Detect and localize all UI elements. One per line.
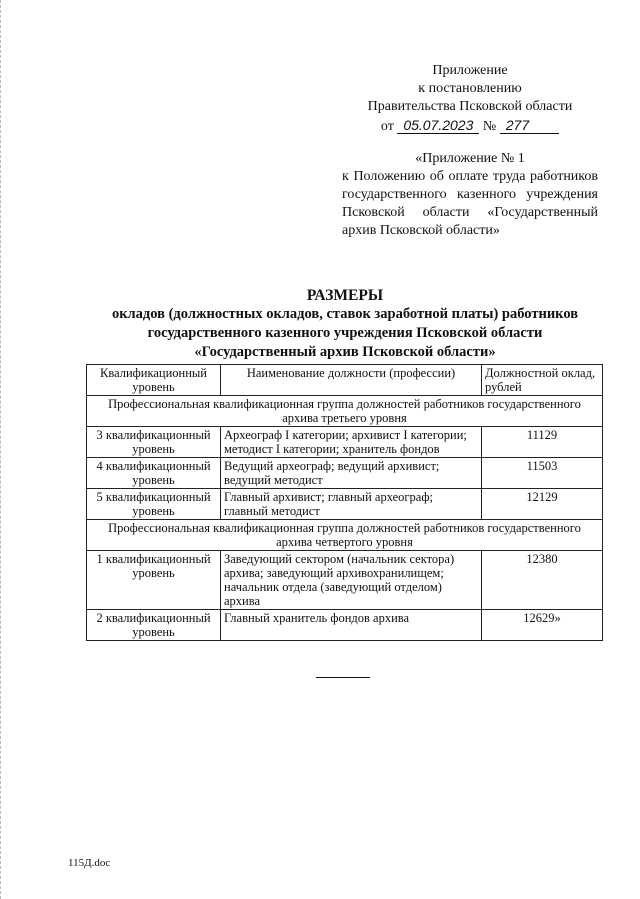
- handwritten-date: 05.07.2023: [397, 117, 479, 134]
- appendix-line: Приложение: [432, 63, 508, 78]
- heading-line: окладов (должностных окладов, ставок заработной платы) работников: [111, 306, 579, 322]
- header-cell: Должностной оклад, рублей: [482, 365, 603, 396]
- salary-cell: 11503: [482, 458, 603, 489]
- header-cell: Наименование должности (профессии): [221, 365, 482, 396]
- annex-reference: [342, 150, 598, 240]
- table-row: [87, 610, 603, 641]
- level-cell: 1 квалификационный уровень: [87, 551, 221, 610]
- document-heading: [60, 286, 630, 362]
- closing-rule: [316, 677, 370, 678]
- appendix-date-line: [340, 116, 600, 136]
- position-cell: Главный хранитель фондов архива: [221, 610, 482, 641]
- annex-title: «Приложение № 1: [415, 151, 525, 166]
- level-cell: 4 квалификационный уровень: [87, 458, 221, 489]
- salary-table: [86, 364, 603, 641]
- scan-edge: [0, 0, 4, 899]
- heading-line: «Государственный архив Псковской области»: [194, 344, 496, 360]
- appendix-reference: [340, 62, 600, 136]
- group-cell: Профессиональная квалификационная группа должностей работников государственного архива третьего уровня: [87, 396, 603, 427]
- salary-cell: 11129: [482, 427, 603, 458]
- annex-text: к Положению об оплате труда работников государственного казенного учреждения Псковской области «Государственный архив Псковской области»: [342, 169, 598, 238]
- group-cell: Профессиональная квалификационная группа должностей работников государственного архива четвертого уровня: [87, 520, 603, 551]
- level-cell: 5 квалификационный уровень: [87, 489, 221, 520]
- group-row: [87, 396, 603, 427]
- table-row: [87, 489, 603, 520]
- heading-title: РАЗМЕРЫ: [306, 287, 384, 304]
- table-row: [87, 427, 603, 458]
- salary-cell: 12629»: [482, 610, 603, 641]
- group-row: [87, 520, 603, 551]
- footer-filename: 115Д.doc: [68, 857, 111, 869]
- level-cell: 2 квалификационный уровень: [87, 610, 221, 641]
- position-cell: Заведующий сектором (начальник сектора) архива; заведующий архивохранилищем; начальник отдела (заведующий отделом) архива: [221, 551, 482, 610]
- handwritten-number: 277: [500, 117, 559, 134]
- position-cell: Главный архивист; главный археограф; главный методист: [221, 489, 482, 520]
- level-cell: 3 квалификационный уровень: [87, 427, 221, 458]
- table-row: [87, 458, 603, 489]
- header-cell: Квалификационный уровень: [87, 365, 221, 396]
- salary-cell: 12129: [482, 489, 603, 520]
- salary-cell: 12380: [482, 551, 603, 610]
- position-cell: Археограф I категории; архивист I категории; методист I категории; хранитель фондов: [221, 427, 482, 458]
- appendix-line: к постановлению: [418, 81, 522, 96]
- position-cell: Ведущий археограф; ведущий архивист; ведущий методист: [221, 458, 482, 489]
- appendix-line: Правительства Псковской области: [367, 99, 573, 114]
- table-row: [87, 551, 603, 610]
- from-label: от: [380, 119, 394, 134]
- table-header-row: [87, 365, 603, 396]
- heading-line: государственного казенного учреждения Псковской области: [147, 325, 543, 341]
- number-label: №: [482, 119, 497, 134]
